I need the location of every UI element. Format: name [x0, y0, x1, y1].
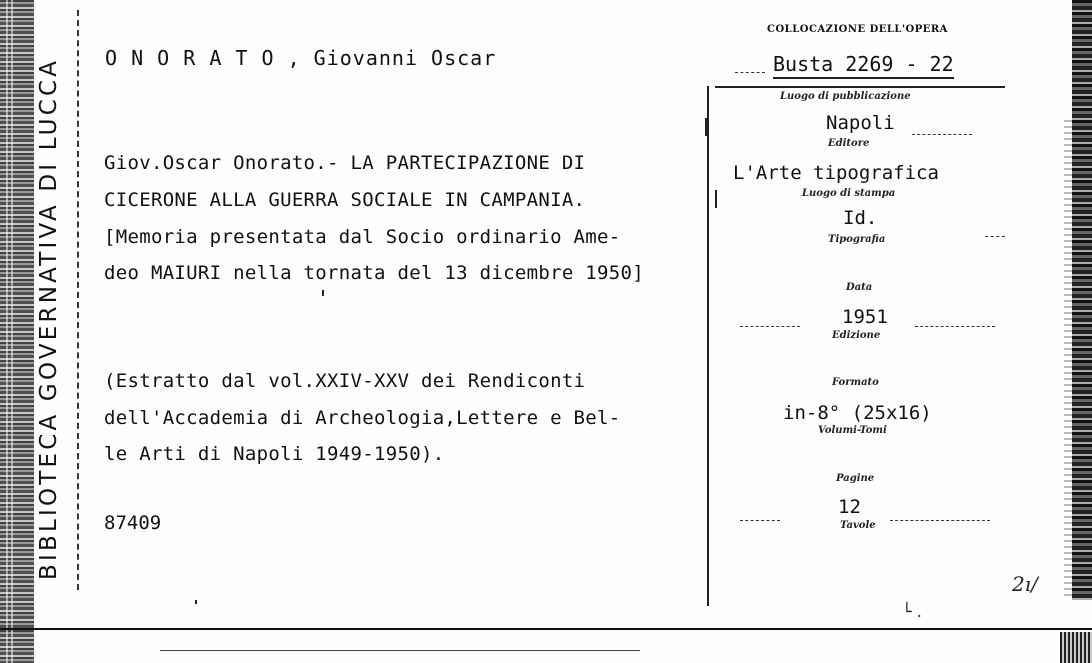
dash-rule — [735, 72, 765, 73]
accession-number: 87409 — [104, 512, 162, 534]
right-edge-texture — [1064, 120, 1072, 600]
dash-rule — [890, 520, 990, 521]
bottom-rule-secondary — [160, 650, 640, 651]
data-value: 1951 — [842, 306, 888, 328]
tavole-label: Tavole — [840, 520, 876, 531]
collocazione-header: COLLOCAZIONE DELL'OPERA — [767, 24, 948, 35]
description-line-4: deo MAIURI nella tornata del 13 dicembre 1950] — [104, 262, 644, 284]
editore-value: L'Arte tipografica — [733, 162, 939, 184]
pagine-value: 12 — [838, 496, 861, 518]
formato-label: Formato — [832, 377, 879, 388]
data-label: Data — [846, 282, 873, 293]
formato-value: in-8° (25x16) — [783, 402, 932, 424]
description-line-3: [Memoria presentata dal Socio ordinario Ame- — [104, 226, 621, 248]
luogo-stampa-label: Luogo di stampa — [802, 188, 896, 199]
note-line-3: le Arti di Napoli 1949-1950). — [104, 443, 445, 465]
handwritten-mark: 2ı/ — [1012, 572, 1038, 596]
scribble-mark: └ . — [902, 602, 922, 621]
luogo-pubblicazione-label: Luogo di pubblicazione — [780, 91, 911, 102]
collocazione-value: Busta 2269 - 22 — [773, 52, 954, 79]
note-line-1: (Estratto dal vol.XXIV-XXV dei Rendiconti — [104, 370, 586, 392]
pagine-label: Pagine — [836, 473, 875, 484]
dash-rule — [912, 134, 972, 135]
tick-mark — [195, 600, 197, 604]
luogo-stampa-value: Id. — [843, 207, 878, 229]
volumi-label: Volumi-Tomi — [818, 425, 887, 436]
library-vertical-label: BIBLIOTECA GOVERNATIVA DI LUCCA — [36, 57, 62, 580]
left-edge-strip — [0, 0, 34, 663]
luogo-pubblicazione-value: Napoli — [826, 112, 895, 134]
left-margin-rule — [77, 10, 79, 590]
edizione-label: Edizione — [832, 330, 881, 341]
tipografia-label: Tipografia — [828, 234, 886, 245]
note-line-2: dell'Accademia di Archeologia,Lettere e Bel- — [104, 407, 621, 429]
author-heading: O N O R A T O , Giovanni Oscar — [105, 46, 497, 70]
dash-rule — [915, 326, 995, 327]
editore-label: Editore — [828, 138, 870, 149]
right-edge-strip — [1072, 0, 1092, 600]
tick-mark — [322, 290, 324, 296]
bottom-rule — [0, 628, 1092, 630]
dash-rule — [740, 326, 800, 327]
description-line-1: Giov.Oscar Onorato.- LA PARTECIPAZIONE DI — [104, 152, 586, 174]
dash-rule — [985, 236, 1005, 237]
description-line-2: CICERONE ALLA GUERRA SOCIALE IN CAMPANIA. — [104, 189, 586, 211]
dash-rule — [740, 520, 780, 521]
corner-texture — [1060, 632, 1092, 663]
